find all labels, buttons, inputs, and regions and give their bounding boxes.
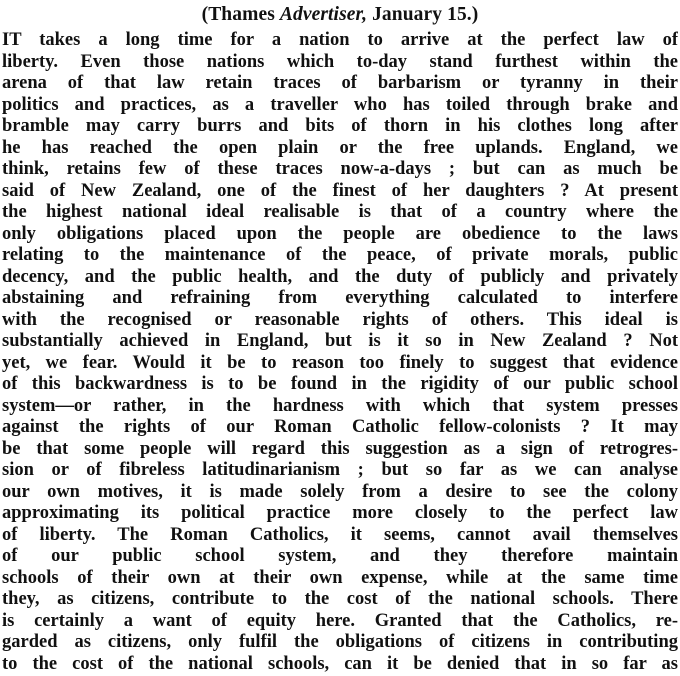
- article-line: system—or rather, in the hardness with which that system presses: [2, 395, 678, 416]
- article-line: with the recognised or reasonable rights of others. This ideal is: [2, 309, 678, 330]
- article-line: decency, and the public health, and the duty of publicly and privately: [2, 266, 678, 287]
- article-line: yet, we fear. Would it be to reason too finely to suggest that evidence: [2, 352, 678, 373]
- article-line: arena of that law retain traces of barbarism or tyranny in their: [2, 73, 678, 93]
- source-header: [2, 0, 678, 30]
- article-line: sion or of fibreless latitudinarianism ; but so far as we can analyse: [2, 460, 678, 480]
- article-line: our own motives, it is made solely from a desire to see the colony: [2, 481, 678, 502]
- article-line: he has reached the open plain or the free uplands. England, we: [2, 137, 678, 158]
- article-line: they, as citizens, contribute to the cost of the national schools. There: [2, 589, 678, 609]
- article-line: politics and practices, as a traveller who has toiled through brake and: [2, 94, 678, 115]
- article-line: the highest national ideal realisable is that of a country where the: [2, 202, 678, 222]
- article-line: against the rights of our Roman Catholic fellow-colonists ? It may: [2, 417, 678, 437]
- article-line: schools of their own at their own expense, while at the same time: [2, 567, 678, 588]
- article-line: bramble may carry burrs and bits of thorn in his clothes long after: [2, 116, 678, 136]
- article-line: of this backwardness is to be found in the rigidity of our public school: [2, 374, 678, 394]
- article-line: think, retains few of these traces now-a-days ; but can as much be: [2, 159, 678, 179]
- article-line: relating to the maintenance of the peace, of private morals, public: [2, 245, 678, 265]
- article-line: to the cost of the national schools, can it be denied that in so far as: [2, 653, 678, 674]
- article-line: substantially achieved in England, but is it so in New Zealand ? Not: [2, 331, 678, 351]
- article-line: said of New Zealand, one of the finest of her daughters ? At present: [2, 180, 678, 201]
- article-line: be that some people will regard this suggestion as a sign of retrogres-: [2, 438, 678, 459]
- article-line: abstaining and refraining from everything calculated to interfere: [2, 288, 678, 308]
- publication-name: Advertiser,: [279, 4, 368, 25]
- article-line: garded as citizens, only fulfil the obligations of citizens in contributing: [2, 632, 678, 652]
- article-line: only obligations placed upon the people are obedience to the laws: [2, 223, 678, 244]
- article-line: liberty. Even those nations which to-day stand furthest within the: [2, 51, 678, 72]
- article-line: of our public school system, and they therefore maintain: [2, 546, 678, 566]
- header-date: January 15.): [367, 4, 479, 25]
- header-open: (Thames: [201, 4, 280, 25]
- article-line: of liberty. The Roman Catholics, it seems, cannot avail themselves: [2, 524, 678, 545]
- article-line: is certainly a want of equity here. Granted that the Catholics, re-: [2, 610, 678, 631]
- article-line: IT takes a long time for a nation to arrive at the perfect law of: [2, 30, 678, 50]
- article-body: [2, 30, 678, 675]
- article-line: approximating its political practice more closely to the perfect law: [2, 503, 678, 523]
